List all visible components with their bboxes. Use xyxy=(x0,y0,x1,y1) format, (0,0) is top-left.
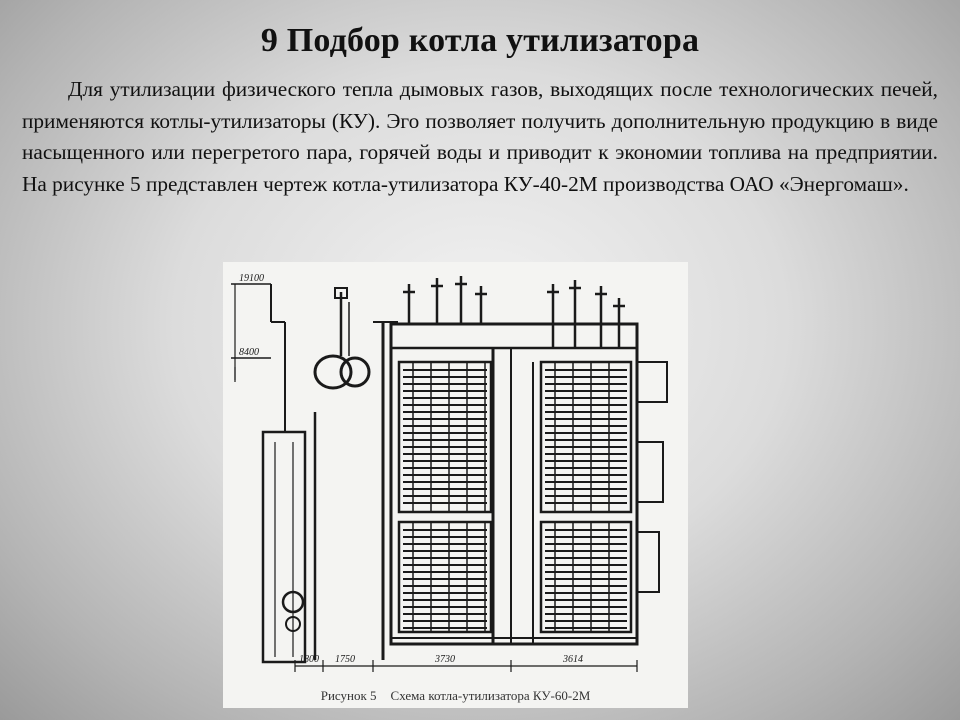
elevation-mid-label: 8400 xyxy=(239,347,259,358)
boiler-schematic xyxy=(223,262,688,708)
figure-caption xyxy=(223,688,688,704)
dimension-2-label: 1750 xyxy=(335,654,355,665)
body-paragraph: Для утилизации физического тепла дымовых газов, выходящих после технологических печей, применяются котлы-утилизаторы (КУ). Эго позволяет получить дополнительную продукцию в виде насыщенного или перегретого пара, горячей воды и приводит к экономии топлива на предприятии. На рисунке 5 представлен чертеж котла-утилизатора КУ-40-2М производства ОАО «Энергомаш». xyxy=(22,77,938,196)
slide-title: 9 Подбор котла утилизатора xyxy=(260,22,700,59)
figure-caption-text: Схема котла-утилизатора КУ-60-2М xyxy=(390,688,591,703)
figure-caption-number: Рисунок 5 xyxy=(320,688,377,703)
elevation-top-label: 19100 xyxy=(239,273,264,284)
boiler-drawing-figure xyxy=(223,262,688,708)
dimension-1-label: 1800 xyxy=(299,654,319,665)
dimension-3-label: 3730 xyxy=(435,654,455,665)
dimension-4-label: 3614 xyxy=(563,654,583,665)
